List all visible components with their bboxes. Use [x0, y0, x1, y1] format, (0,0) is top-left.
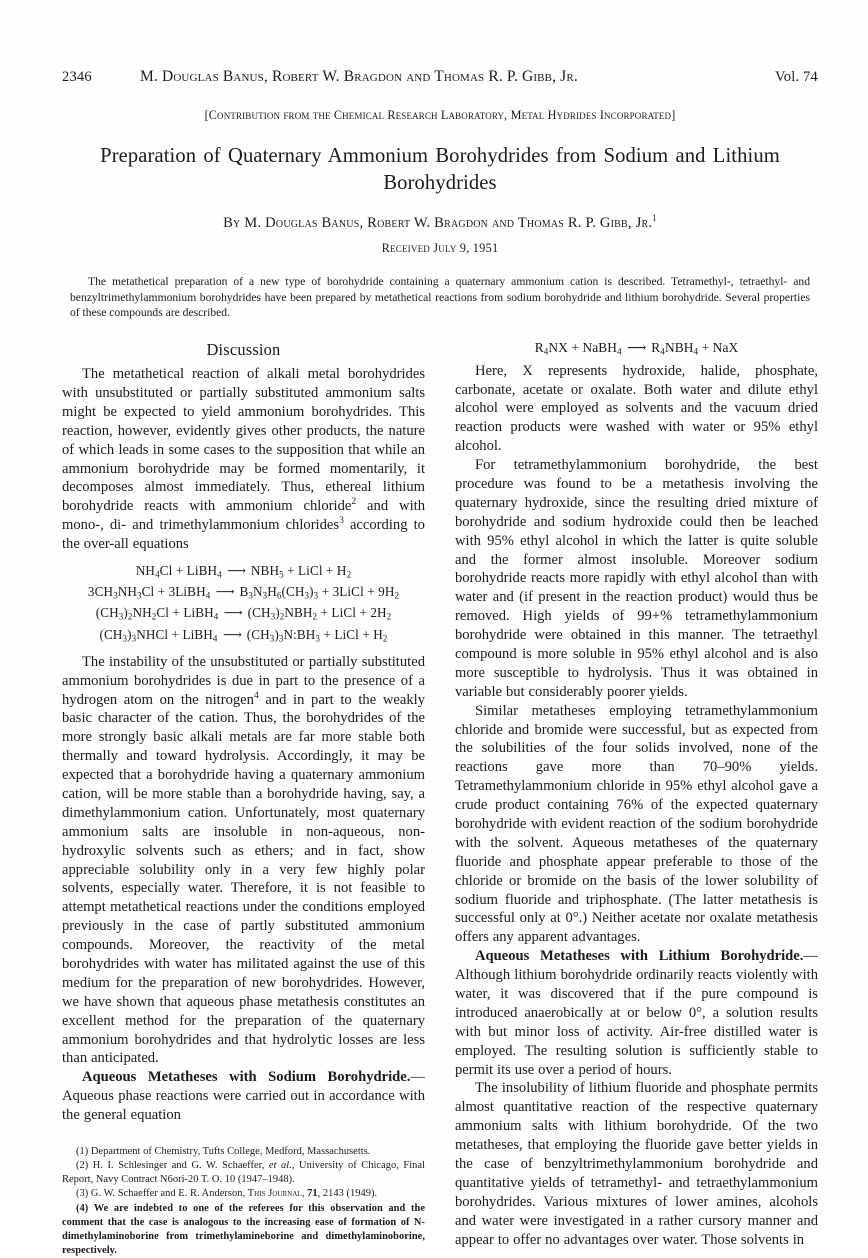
para-text: The metathetical reaction of alkali metal borohydrides with unsubstituted or partially substituted ammonium salts might be expected to yield ammonium borohydrides. This reaction, however, evidently gives other products, the nature of which leads in some cases to the supposition that while an ammonium borohydride may be formed momentarily, it decomposes almost immediately. Thus, ethereal lithium borohydride reacts with ammonium chloride: [62, 366, 425, 515]
paragraph-insolubility: The insolubility of lithium fluoride and phosphate permits almost quantitative reaction of the respective quaternary ammonium salts with lithium borohydride. Of the two metatheses, that employing the fluoride gave better yields in the case of benzyltrimethylammonium borohydride and quantitative yields of tetramethyl- and tetraethylammonium borohydrides. Various mixtures of lower amines, alcohols and water were investigated in a rather cursory manner and appear to offer no advantages over water. Those solvents in: [455, 1080, 818, 1248]
footnote-2-italic: et al.: [268, 1160, 292, 1172]
reaction-arrow-icon: ⟶: [627, 340, 646, 356]
received-date: Received July 9, 1951: [381, 241, 499, 256]
equation-block-overall: [62, 561, 425, 646]
footnote-list: [62, 1143, 425, 1258]
page-content: [62, 68, 818, 1258]
paragraph-aqueous-sodium: [62, 1068, 425, 1125]
footnote-3-volume: 71: [307, 1188, 318, 1200]
equation-2: $3CH_3NH_3Cl$ + 3LiBH$_4$ ⟶ $B_3N_3H_6(CH_3)_3$ + 3LiCl + $9H_2$: [87, 584, 400, 601]
footnote-3: (3) G. W. Schaeffer and E. R. Anderson, This Journal, 71, 2143 (1949).: [76, 1188, 378, 1200]
volume-label: Vol. 74: [774, 69, 818, 85]
contribution-line: [Contribution from the Chemical Research Laboratory, Metal Hydrides Incorporated]: [204, 108, 676, 122]
footnote-ref-2: 2: [351, 497, 357, 508]
paragraph-x-represents: Here, X represents hydroxide, halide, phosphate, carbonate, acetate or oxalate. Both water and dilute ethyl alcohol were employed as solvents and the vacuum dried reaction products were washed with water or 95% ethyl alcohol.: [455, 362, 818, 455]
abstract: The metathetical preparation of a new type of borohydride containing a quaternary ammonium cation is described. Tetramethyl-, tetraethyl- and benzyltrimethylammonium borohydrides have been prepared by metathetical reactions from sodium borohydride and lithium borohydride. Several properties of these compounds are described.: [70, 275, 810, 319]
page-title: Preparation of Quaternary Ammonium Borohydrides from Sodium and Lithium Borohydrides: [100, 145, 780, 195]
section-heading-discussion: Discussion: [206, 340, 281, 360]
paragraph-metathetical-reaction: [62, 365, 425, 554]
running-head-authors: M. Douglas Banus, Robert W. Bragdon and Thomas R. P. Gibb, Jr.: [140, 68, 578, 85]
footnote-3-journal: This Journal: [247, 1188, 302, 1200]
paragraph-tetramethylammonium: For tetramethylammonium borohydride, the best procedure was found to be a metathesis involving the quaternary hydroxide, since the resulting dried mixture of borohydride and sodium hydroxide could then be leached with 95% ethyl alcohol in which the latter is quite soluble and the former almost insoluble. Moreover sodium borohydride reacts more rapidly with ethyl alcohol than with water and (if present in the reaction product) would thus be removed. High yields of 99+% tetramethylammonium borohydride were obtained in this manner. The tetraethyl compound is more soluble in 95% ethyl alcohol and is also more susceptible to hydrolysis. Thus it was obtained in variable but considerably poorer yields.: [455, 457, 818, 700]
right-column: [455, 340, 818, 1258]
footnote-separator: [62, 1125, 425, 1131]
para-text: —Although lithium borohydride ordinarily reacts violently with water, it was discovered that if the pure compound is introduced anaerobically at or below 0°, a solution results with but minor loss of activity. Air-free distilled water is employed. The resulting solution is sufficiently stable to permit its use over a period of hours.: [455, 948, 818, 1078]
para-text: The instability of the unsubstituted or partially substituted ammonium borohydrides is due in part to the presence of a hydrogen atom on the nitrogen: [62, 653, 425, 708]
left-column: [62, 340, 425, 1258]
para-text-cont: and with mono-, di- and trimethylammonium chlorides: [62, 498, 426, 534]
byline-text: By M. Douglas Banus, Robert W. Bragdon and Thomas R. P. Gibb, Jr.: [223, 215, 653, 232]
running-head: [62, 68, 818, 86]
page-folio-number: 2346: [62, 69, 92, 85]
equation-general-metathesis: $R_4NX$ + NaBH$_4$ ⟶ $R_4NBH_4$ + NaX: [534, 340, 739, 357]
equation-1: $NH_4Cl$ + LiBH$_4$ ⟶ $NBH_5$ + LiCl + $H_2$: [135, 563, 352, 580]
byline-footnote-marker: 1: [652, 213, 657, 224]
footnote-2: (2) H. I. Schlesinger and G. W. Schaeffer, et al., University of Chicago, Final Report, Navy Contract N6ori-20 T. O. 10 (1947–1948).: [62, 1160, 425, 1186]
reaction-arrow-icon: ⟶: [227, 563, 246, 578]
equation-4: $(CH_3)_3NHCl$ + LiBH$_4$ ⟶ $(CH_3)_3N:BH_3$ + LiCl + $H_2$: [99, 626, 388, 644]
equation-3: $(CH_3)_2NH_2Cl$ + LiBH$_4$ ⟶ $(CH_3)_2NBH_2$ + LiCl + $2H_2$: [95, 605, 392, 622]
reaction-arrow-icon: ⟶: [215, 584, 235, 600]
footnote-4: (4) We are indebted to one of the referees for this observation and the comment that the case is analogous to the increasing ease of formation of N-dimethylaminoborine from trimethylamineborine and dimethylaminoborine, respectively.: [62, 1202, 425, 1256]
runin-heading-aqueous-lithium: Aqueous Metatheses with Lithium Borohydride.: [475, 948, 804, 965]
byline: [62, 213, 818, 232]
footnote-ref-3: 3: [339, 516, 344, 527]
footnote-1: (1) Department of Chemistry, Tufts College, Medford, Massachusetts.: [76, 1146, 371, 1158]
paragraph-instability: [62, 653, 425, 1069]
paragraph-aqueous-lithium: [455, 947, 818, 1079]
para-text: —Aqueous phase reactions were carried out in accordance with the general equation: [62, 1069, 425, 1124]
reaction-arrow-icon: ⟶: [223, 605, 243, 621]
runin-heading-aqueous-sodium: Aqueous Metatheses with Sodium Borohydride.: [82, 1069, 411, 1086]
para-text-end: according to the over-all equations: [62, 517, 425, 553]
body-columns: [62, 340, 818, 1258]
reaction-arrow-icon: ⟶: [222, 626, 242, 642]
para-text-cont: and in part to the weakly basic character of the cation. Thus, the borohydrides of the more strongly basic alkali metals are far more stable both thermally and toward hydrolysis. Accordingly, it may be expected that a borohydride having a quaternary ammonium cation, will be more stable than a borohydride having, say, a dimethylammonium cation. Unfortunately, most quaternary ammonium salts are insoluble in non-aqueous, non-hydroxylic solvents such as ethers; and in fact, show appreciable solubility only in a very few highly polar solvents, especially water. Therefore, it is not feasible to attempt metathetical reactions under the conditions employed previously in the case of partly substituted ammonium compounds. Moreover, the reactivity of the metal borohydrides with water has militated against the use of this medium for the preparation of new borohydrides. However, we have shown that aqueous phase metathesis constitutes an excellent method for the preparation of the quaternary ammonium borohydrides and that hydrolytic losses are less than anticipated.: [62, 691, 425, 1067]
paragraph-similar-metatheses: Similar metatheses employing tetramethylammonium chloride and bromide were successful, but as expected from the solubilities of the four solids involved, none of the reactions gave more than 70–90% yields. Tetramethylammonium chloride in 95% ethyl alcohol gave a crude product containing 76% of the expected quaternary borohydride with evident reaction of the sodium borohydride with the solvent. Aqueous metatheses of the quaternary fluoride and phosphate appear preferable to those of the chloride or bromide on the basis of the lower solubility of sodium fluoride and triphosphate. (The latter metathesis is successful only at 0°.) Neither acetate nor oxalate metathesis offers any apparent advantages.: [455, 702, 818, 946]
footnote-ref-4: 4: [253, 690, 259, 701]
